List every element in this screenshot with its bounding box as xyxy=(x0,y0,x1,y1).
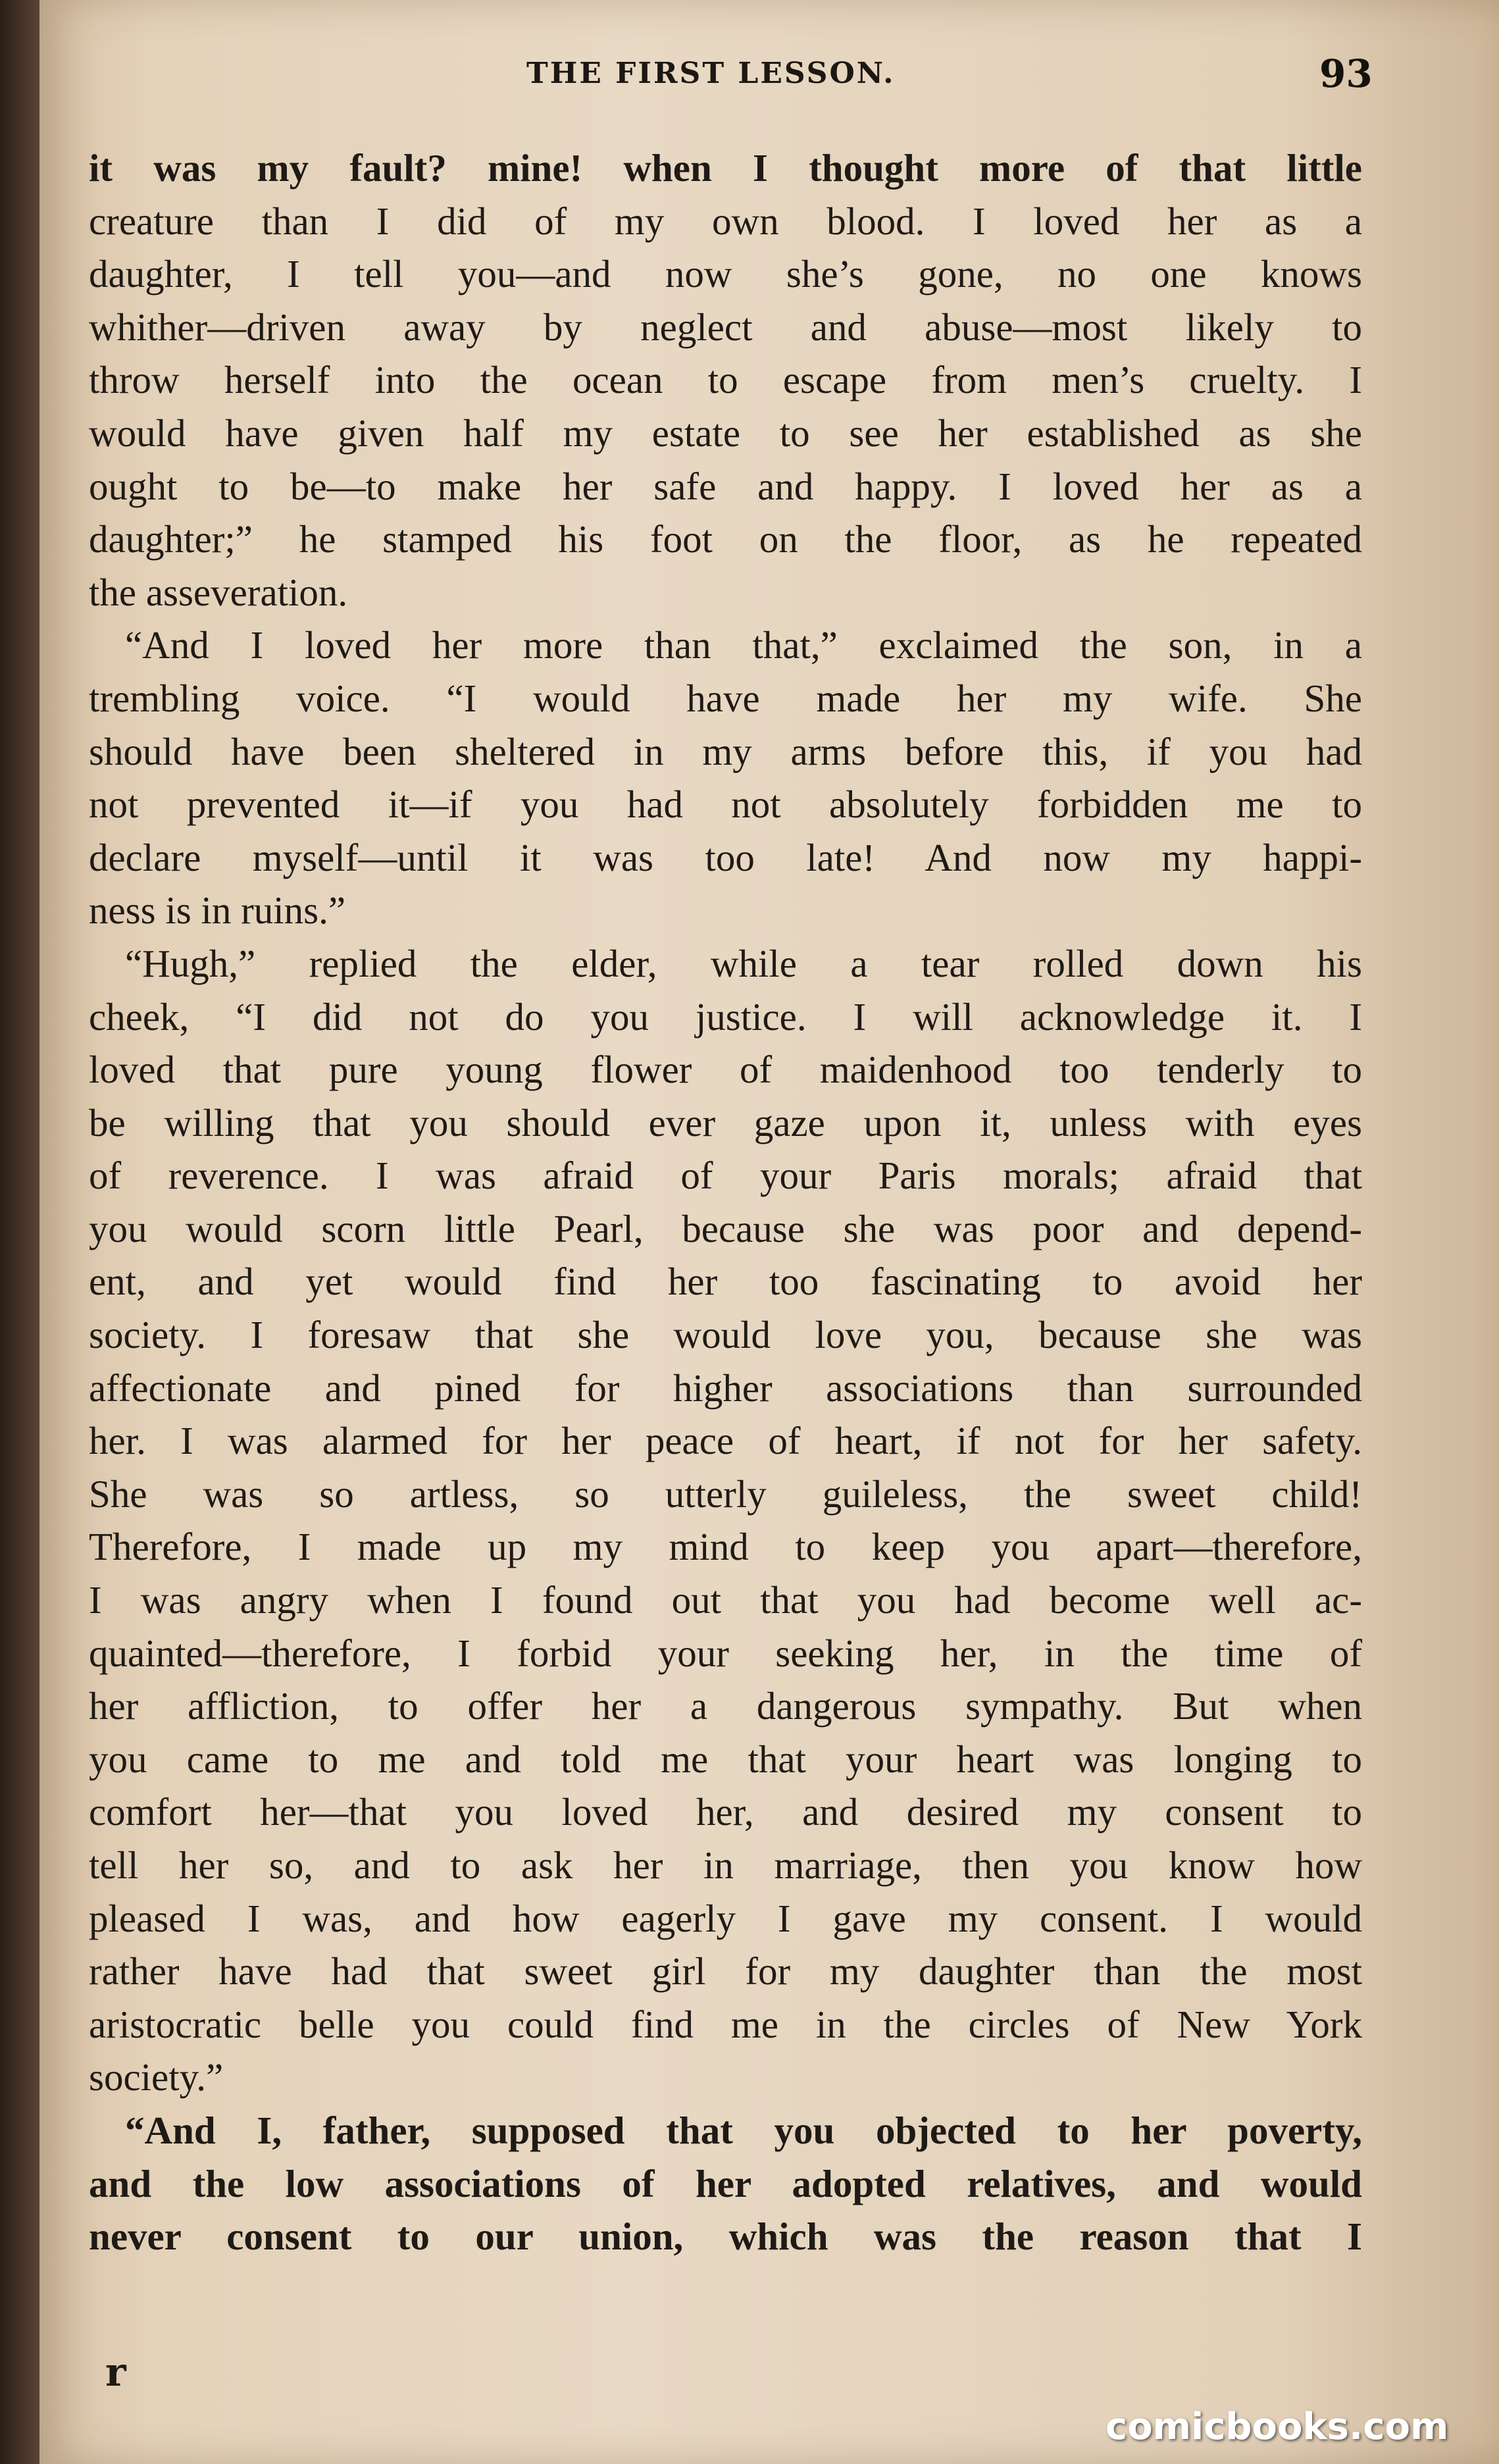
text-line: cheek, “I did not do you justice. I will acknowledge it. I xyxy=(89,994,1362,1039)
site-watermark: comicbooks.com xyxy=(1105,2405,1449,2448)
text-line: society. I foresaw that she would love you, because she was xyxy=(89,1313,1362,1357)
body-text xyxy=(89,141,1362,2263)
text-line: rather have had that sweet girl for my daughter than the most xyxy=(89,1949,1362,1993)
text-line: pleased I was, and how eagerly I gave my consent. I would xyxy=(89,1896,1362,1940)
text-line: affectionate and pined for higher associations than surrounded xyxy=(89,1366,1362,1410)
text-line: her affliction, to offer her a dangerous sympathy. But when xyxy=(89,1684,1362,1728)
text-line: aristocratic belle you could find me in the circles of New York xyxy=(89,2002,1362,2046)
text-line: “Hugh,” replied the elder, while a tear rolled down his xyxy=(125,941,1362,985)
text-line: should have been sheltered in my arms before this, if you had xyxy=(89,729,1362,773)
text-line: not prevented it—if you had not absolutely forbidden me to xyxy=(89,783,1362,827)
text-line: “And I, father, supposed that you objected to her poverty, xyxy=(125,2108,1362,2152)
text-line: never consent to our union, which was the reason that I xyxy=(89,2215,1362,2259)
text-line: ent, and yet would find her too fascinating to avoid her xyxy=(89,1260,1362,1304)
text-line: and the low associations of her adopted relatives, and would xyxy=(89,2161,1362,2205)
text-line: daughter, I tell you—and now she’s gone, no one knows xyxy=(89,252,1362,296)
text-line: declare myself—until it was too late! And now my happi- xyxy=(89,835,1362,879)
running-head: THE FIRST LESSON. xyxy=(526,57,896,90)
text-line: tell her so, and to ask her in marriage, then you know how xyxy=(89,1843,1362,1887)
text-line: would have given half my estate to see her established as she xyxy=(89,411,1362,455)
text-line: quainted—therefore, I forbid your seeking her, in the time of xyxy=(89,1631,1362,1675)
page-header xyxy=(0,46,1499,105)
text-line: daughter;” he stamped his foot on the floor, as he repeated xyxy=(89,517,1362,561)
text-line: society.” xyxy=(89,2055,224,2099)
text-line: the asseveration. xyxy=(89,570,348,614)
text-line: loved that pure young flower of maidenhood too tenderly to xyxy=(89,1048,1362,1092)
text-line: creature than I did of my own blood. I loved her as a xyxy=(89,199,1362,243)
footer-mark: r xyxy=(105,2349,126,2396)
page-number: 93 xyxy=(1319,51,1373,96)
text-line: whither—driven away by neglect and abuse—most likely to xyxy=(89,305,1362,349)
text-line: comfort her—that you loved her, and desired my consent to xyxy=(89,1790,1362,1834)
text-line: you would scorn little Pearl, because she was poor and depend- xyxy=(89,1206,1362,1250)
text-line: trembling voice. “I would have made her my wife. She xyxy=(89,676,1362,720)
text-line: of reverence. I was afraid of your Paris morals; afraid that xyxy=(89,1154,1362,1198)
text-line: “And I loved her more than that,” exclaimed the son, in a xyxy=(125,623,1362,667)
text-line: She was so artless, so utterly guileless, the sweet child! xyxy=(89,1472,1362,1516)
text-line: ness is in ruins.” xyxy=(89,888,346,933)
text-line: ought to be—to make her safe and happy. I loved her as a xyxy=(89,464,1362,508)
text-line: I was angry when I found out that you had become well ac- xyxy=(89,1578,1362,1622)
text-line: Therefore, I made up my mind to keep you apart—therefore, xyxy=(89,1525,1362,1569)
text-line: it was my fault? mine! when I thought more of that little xyxy=(89,146,1362,190)
text-line: throw herself into the ocean to escape from men’s cruelty. I xyxy=(89,358,1362,402)
book-spine xyxy=(0,0,39,2464)
text-line: her. I was alarmed for her peace of heart, if not for her safety. xyxy=(89,1419,1362,1463)
text-line: be willing that you should ever gaze upon it, unless with eyes xyxy=(89,1100,1362,1144)
text-line: you came to me and told me that your heart was longing to xyxy=(89,1737,1362,1781)
